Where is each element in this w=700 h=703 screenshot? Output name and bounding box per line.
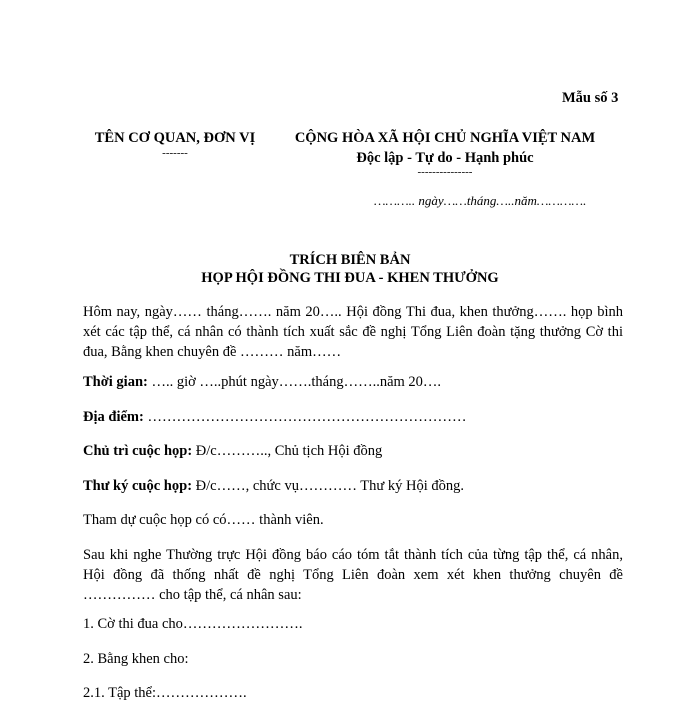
secretary-value: Đ/c……, chức vụ………… Thư ký Hội đồng. [192,478,465,494]
meeting-place [83,407,466,427]
item-1: 1. Cờ thi đua cho……………………. [83,616,303,632]
place-label: Địa điểm: [83,409,144,425]
form-number: Mẫu số 3 [562,90,619,106]
agency-rule: ------- [162,147,188,159]
attendees-line: Tham dự cuộc họp có có…… thành viên. [83,512,324,528]
date-line: ……….. ngày……tháng…..năm…………. [374,193,587,208]
resolution-paragraph: Sau khi nghe Thường trực Hội đồng báo cáo tóm tắt thành tích của từng tập thể, cá nhân, Hội đồng đã thống nhất đề nghị Tổng Liên đoàn xem xét khen thưởng chuyên đề …………… cho tập thể, cá nhân sau: [83,547,623,603]
item-2: 2. Bằng khen cho: [83,651,189,667]
document-title: TRÍCH BIÊN BẢN [289,252,411,268]
secretary-label: Thư ký cuộc họp: [83,478,193,494]
motto: Độc lập - Tự do - Hạnh phúc [356,150,534,166]
chair-label: Chủ trì cuộc họp: [83,443,193,459]
meeting-secretary [83,476,464,496]
motto-rule: --------------- [417,166,473,178]
place-value: ………………………………………………………… [143,409,467,425]
meeting-time [83,372,441,392]
meeting-chair [83,441,382,461]
time-value: ….. giờ …..phút ngày…….tháng……..năm 20…. [147,374,442,390]
nation-title: CỘNG HÒA XÃ HỘI CHỦ NGHĨA VIỆT NAM [294,130,596,146]
agency-name: TÊN CƠ QUAN, ĐƠN VỊ [94,130,256,146]
document-subtitle: HỌP HỘI ĐỒNG THI ĐUA - KHEN THƯỞNG [201,270,499,286]
item-2-1: 2.1. Tập thể:………………. [83,685,247,701]
time-label: Thời gian: [83,374,148,390]
intro-paragraph: Hôm nay, ngày…… tháng……. năm 20….. Hội đồng Thi đua, khen thưởng……. họp bình xét các tập thể, cá nhân có thành tích xuất sắc đề nghị Tổng Liên đoàn tặng thưởng Cờ thi đua, Bằng khen chuyên đề ……… năm…… [83,304,623,360]
chair-value: Đ/c……….., Chủ tịch Hội đồng [192,443,383,459]
